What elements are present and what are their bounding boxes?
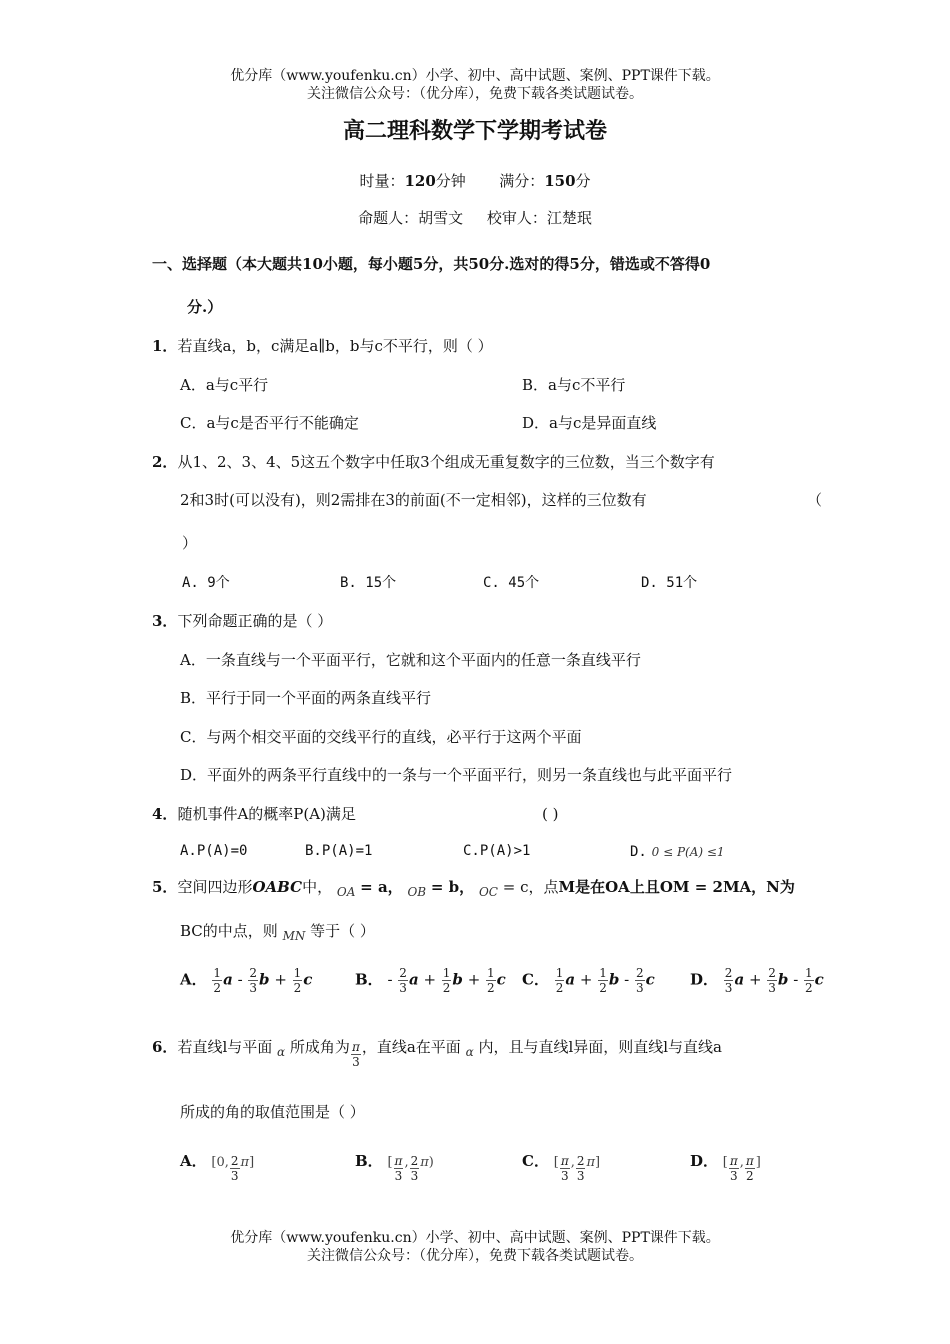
- q5-quad: OABC: [252, 878, 303, 896]
- q2-paren-open: （: [807, 491, 823, 509]
- q1-option-a: A．a与c平行: [180, 376, 269, 394]
- q4-stem: [152, 805, 356, 823]
- q6-option-b-label: B．: [355, 1152, 383, 1170]
- time-label: 时量：: [359, 172, 405, 190]
- vec-oc: OC: [478, 885, 498, 899]
- score-label: 满分：: [499, 172, 545, 190]
- q3-option-a: A．一条直线与一个平面平行，它就和这个平面内的任意一条直线平行: [180, 651, 641, 669]
- frac-2-3: $\frac{2}{3}$: [399, 966, 407, 995]
- reviewer: 校审人：江楚珉: [486, 209, 592, 227]
- q3-text: 下列命题正确的是（ ）: [177, 612, 333, 630]
- q4-option-c: C.P(A)>1: [463, 843, 531, 859]
- q3-number: 3．: [152, 612, 178, 630]
- q6-option-c: C． [ $\frac{\pi}{3}$ , $\frac{2}{3}$ π]: [522, 1152, 601, 1183]
- q6-option-b: B． [ $\frac{\pi}{3}$ , $\frac{2}{3}$ π): [355, 1152, 434, 1183]
- q3-option-b: B．平行于同一个平面的两条直线平行: [180, 689, 432, 707]
- q6-stem-1: [152, 1038, 722, 1069]
- q5-text-a: 空间四边形: [177, 878, 253, 896]
- q6-option-d: D． [ $\frac{\pi}{3}$ , $\frac{\pi}{2}$ ]: [690, 1152, 761, 1183]
- q1-stem: [152, 337, 493, 355]
- time-unit: 分钟: [435, 172, 466, 190]
- q4-option-a: A.P(A)=0: [180, 843, 248, 859]
- q6-text-c: ，直线a在平面: [361, 1038, 461, 1056]
- q2-option-c: C. 45个: [483, 575, 540, 591]
- q4-option-d: [630, 842, 725, 861]
- q6-stem-2: 所成的角的取值范围是（ ）: [180, 1103, 365, 1121]
- footer-line-2: 关注微信公众号：（优分库），免费下载各类试题试卷。: [307, 1248, 643, 1264]
- footer-line-1: 优分库（www.youfenku.cn）小学、初中、高中试题、案例、PPT课件下载。: [230, 1230, 720, 1246]
- exam-meta-authors: [0, 209, 950, 227]
- q6-option-a: A． [0, $\frac{2}{3}$ π]: [180, 1152, 255, 1183]
- q2-option-d: D. 51个: [641, 575, 698, 591]
- frac-1-2: $\frac{1}{2}$: [442, 966, 451, 995]
- q2-text-1: 从1、2、3、4、5这五个数字中任取3个组成无重复数字的三位数，当三个数字有: [177, 453, 715, 471]
- frac-2-3: $\frac{2}{3}$: [768, 966, 776, 995]
- q5-option-a-label: A．: [180, 970, 207, 989]
- q1-option-d: D．a与c是异面直线: [522, 414, 657, 432]
- frac-pi-3: $\frac{\pi}{3}$: [351, 1040, 360, 1069]
- q4-number: 4．: [152, 805, 178, 823]
- vec-ob: OB: [407, 885, 427, 899]
- score-unit: 分: [575, 172, 591, 190]
- section-1-title: 一、选择题（本大题共10小题，每小题5分，共50分.选对的得5分，错选或不答得0: [152, 255, 711, 273]
- q5-eq-b: = b，: [430, 878, 475, 896]
- q5-option-b: B． - $\frac{2}{3}$ a + $\frac{1}{2}$ b + $\frac{1}{2}$ c: [355, 966, 506, 995]
- exam-meta-time: [0, 172, 950, 190]
- q5-eq-a: = a，: [360, 878, 403, 896]
- q5-text-e: BC的中点，则: [180, 922, 278, 940]
- q4-option-b: B.P(A)=1: [305, 843, 373, 859]
- q6-option-d-label: D．: [690, 1152, 719, 1170]
- q3-stem: [152, 612, 332, 630]
- vec-mn: MN: [282, 929, 306, 943]
- q6-option-c-label: C．: [522, 1152, 549, 1170]
- header-line-2: 关注微信公众号：（优分库），免费下载各类试题试卷。: [307, 86, 643, 102]
- q4-text: 随机事件A的概率P(A)满足: [177, 805, 356, 823]
- q2-number: 2．: [152, 453, 178, 471]
- q3-option-c: C．与两个相交平面的交线平行的直线，必平行于这两个平面: [180, 728, 582, 746]
- q2-paren-close: ）: [182, 534, 198, 552]
- page-title: 高二理科数学下学期考试卷: [342, 118, 607, 144]
- q1-option-c: C．a与c是否平行不能确定: [180, 414, 359, 432]
- q5-number: 5．: [152, 878, 178, 896]
- q6-text-a: 若直线l与平面: [177, 1038, 273, 1056]
- q5-option-b-label: B．: [355, 970, 383, 989]
- frac-2-3: $\frac{2}{3}$: [635, 966, 644, 995]
- q6-text-d: 内，且与直线l异面，则直线l与直线a: [478, 1038, 722, 1056]
- alpha-symbol: α: [277, 1045, 286, 1059]
- q4-option-d-expr: 0 ≤ P(A) ≤1: [651, 845, 725, 859]
- q5-text-c: 中，: [302, 878, 333, 896]
- q5-option-d: D． $\frac{2}{3}$ a + $\frac{2}{3}$ b - $\frac{1}{2}$ c: [690, 966, 824, 995]
- frac-1-2: $\frac{1}{2}$: [805, 966, 813, 995]
- q6-number: 6．: [152, 1038, 178, 1056]
- q1-option-b: B．a与c不平行: [522, 376, 626, 394]
- q1-number: 1．: [152, 337, 178, 355]
- q5-option-c-label: C．: [522, 970, 549, 989]
- q4-paren: ( ): [542, 805, 559, 823]
- q5-option-a: A． $\frac{1}{2}$ a - $\frac{2}{3}$ b + $\frac{1}{2}$ c: [180, 966, 313, 995]
- score-value: 150: [544, 172, 576, 190]
- q1-text: 若直线a，b，c满足a∥b，b与c不平行，则（ ）: [177, 337, 493, 355]
- frac-1-2: $\frac{1}{2}$: [599, 966, 607, 995]
- frac-1-2: $\frac{1}{2}$: [487, 966, 495, 995]
- alpha-symbol: α: [465, 1045, 474, 1059]
- q5-stem-1: [152, 878, 795, 897]
- frac-2-3: $\frac{2}{3}$: [724, 966, 733, 995]
- time-value: 120: [404, 172, 436, 190]
- q2-option-b: B. 15个: [340, 575, 397, 591]
- q5-eq-c: = c，点: [502, 878, 559, 896]
- q2-stem-2: 2和3时(可以没有)，则2需排在3的前面(不一定相邻)，这样的三位数有: [180, 491, 647, 509]
- q5-text-f: 等于（ ）: [310, 922, 375, 940]
- frac-1-2: $\frac{1}{2}$: [555, 966, 564, 995]
- header-line-1: 优分库（www.youfenku.cn）小学、初中、高中试题、案例、PPT课件下载。: [230, 68, 720, 84]
- q6-option-a-label: A．: [180, 1152, 207, 1170]
- q5-text-d: M是在OA上且OM = 2MA，N为: [558, 878, 795, 896]
- q2-stem-1: [152, 453, 715, 471]
- q4-option-d-label: D.: [630, 844, 647, 860]
- frac-2-3: $\frac{2}{3}$: [249, 966, 258, 995]
- q5-option-d-label: D．: [690, 970, 719, 989]
- frac-1-2: $\frac{1}{2}$: [293, 966, 302, 995]
- q3-option-d: D．平面外的两条平行直线中的一条与一个平面平行，则另一条直线也与此平面平行: [180, 766, 733, 784]
- vec-oa: OA: [336, 885, 356, 899]
- frac-1-2: $\frac{1}{2}$: [213, 966, 222, 995]
- q5-option-c: C． $\frac{1}{2}$ a + $\frac{1}{2}$ b - $\frac{2}{3}$ c: [522, 966, 655, 995]
- q6-text-b: 所成角为: [289, 1038, 350, 1056]
- q5-stem-2: [180, 922, 375, 941]
- q2-option-a: A. 9个: [182, 575, 230, 591]
- setter: 命题人：胡雪文: [358, 209, 464, 227]
- section-1-title-cont: 分.）: [187, 298, 223, 316]
